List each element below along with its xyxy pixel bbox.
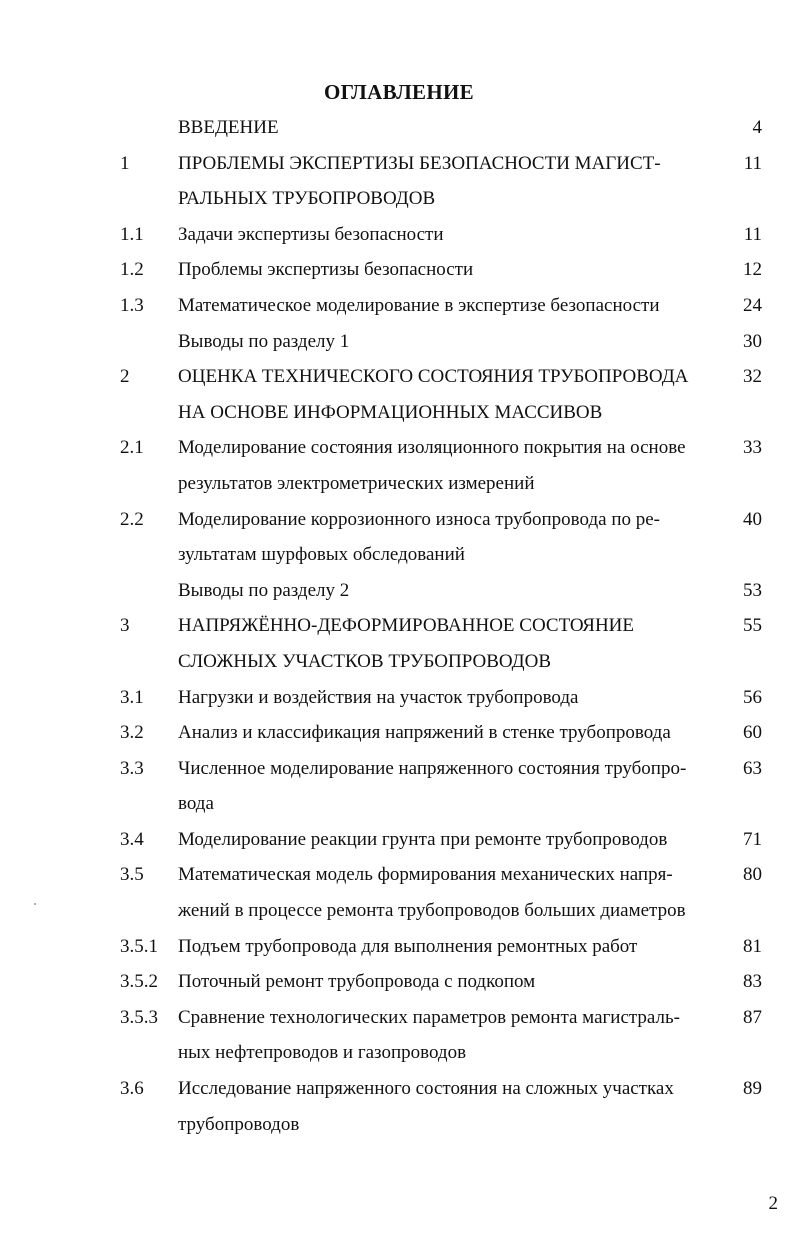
toc-entry — [0, 680, 798, 716]
toc-entry-line — [0, 430, 798, 466]
toc-entry-title: зультатам шурфовых обследований — [178, 544, 465, 566]
toc-entry — [0, 1000, 798, 1071]
toc-entry-line — [0, 751, 798, 787]
toc-entry — [0, 715, 798, 751]
toc-entry-title: трубопроводов — [178, 1113, 300, 1135]
toc-entry — [0, 857, 798, 928]
toc-entry-page: 63 — [743, 757, 762, 779]
page-title: ОГЛАВЛЕНИЕ — [324, 80, 474, 104]
toc-entry-title: результатов электрометрических измерений — [178, 472, 535, 494]
toc-entry-line — [0, 502, 798, 538]
toc-entry-line — [0, 715, 798, 751]
toc-entry-page: 71 — [743, 828, 762, 850]
toc-entry-page: 80 — [743, 864, 762, 886]
toc-entry-line — [0, 324, 798, 360]
toc-entry-line — [0, 857, 798, 893]
toc-entry-number: 3.5.3 — [120, 1006, 158, 1028]
toc-entry-page: 81 — [743, 935, 762, 957]
toc-entry-page: 40 — [743, 508, 762, 530]
toc-entry-page: 4 — [752, 117, 762, 138]
toc-entry-page: 30 — [743, 330, 762, 352]
toc-entry-title: Проблемы экспертизы безопасности — [178, 259, 474, 281]
toc-entry-line — [0, 288, 798, 324]
toc-entry-page: 33 — [743, 437, 762, 459]
toc-entry-number: 1.1 — [120, 223, 144, 245]
scan-speck — [34, 903, 36, 905]
toc-entry-line — [0, 893, 798, 929]
toc-entry-title: Моделирование состояния изоляционного покрытия на основе — [178, 437, 686, 459]
toc-entry-line — [0, 1000, 798, 1036]
toc-entry — [0, 288, 798, 324]
toc-entry — [0, 359, 798, 430]
toc-entry-title: Численное моделирование напряженного состояния трубопро- — [178, 757, 687, 779]
toc-entry-title: СЛОЖНЫХ УЧАСТКОВ ТРУБОПРОВОДОВ — [178, 650, 552, 672]
toc-entry-title: Выводы по разделу 2 — [178, 579, 350, 601]
toc-entry-page: 53 — [743, 579, 762, 601]
toc-entry — [0, 217, 798, 253]
toc-entry-page: 24 — [743, 294, 762, 316]
toc-entry-line — [0, 181, 798, 217]
toc-entry-title: РАЛЬНЫХ ТРУБОПРОВОДОВ — [178, 188, 436, 210]
toc-entry-number: 3.4 — [120, 828, 144, 850]
toc-entry-number: 2 — [120, 366, 130, 388]
toc-entry-number: 2.2 — [120, 508, 144, 530]
toc-entry-title: Моделирование реакции грунта при ремонте трубопроводов — [178, 828, 668, 850]
toc-entry-title: ПРОБЛЕМЫ ЭКСПЕРТИЗЫ БЕЗОПАСНОСТИ МАГИСТ- — [178, 152, 661, 174]
toc-entry-line — [0, 786, 798, 822]
toc-entry-page: 89 — [743, 1078, 762, 1100]
toc-entry — [0, 252, 798, 288]
toc-entry-line — [0, 680, 798, 716]
toc-entry-line — [0, 964, 798, 1000]
toc-entry-title: ОЦЕНКА ТЕХНИЧЕСКОГО СОСТОЯНИЯ ТРУБОПРОВОДА — [178, 366, 689, 388]
toc-entry-line — [0, 217, 798, 253]
toc-entry-line — [0, 1107, 798, 1143]
toc-entry-number: 3.3 — [120, 757, 144, 779]
toc-entry-line — [0, 929, 798, 965]
toc-entry-line — [0, 537, 798, 573]
toc-entry-number: 3.5 — [120, 864, 144, 886]
toc-entry-title: Нагрузки и воздействия на участок трубопровода — [178, 686, 579, 708]
toc-entry-page: 11 — [743, 152, 762, 174]
toc-entry-title: жений в процессе ремонта трубопроводов больших диаметров — [178, 900, 686, 922]
toc-entry-line — [0, 146, 798, 182]
toc-entry-number: 2.1 — [120, 437, 144, 459]
toc-entry — [0, 430, 798, 501]
toc-entry-title: ных нефтепроводов и газопроводов — [178, 1042, 467, 1064]
toc-entry-title: НА ОСНОВЕ ИНФОРМАЦИОННЫХ МАССИВОВ — [178, 401, 603, 423]
toc-entry-title: вода — [178, 793, 214, 815]
toc-entry-line — [0, 252, 798, 288]
toc-entry — [0, 751, 798, 822]
toc-entry — [0, 822, 798, 858]
toc-entry — [0, 608, 798, 679]
toc-entry-title: Сравнение технологических параметров ремонта магистраль- — [178, 1006, 681, 1028]
toc-entry-number: 3.5.2 — [120, 971, 158, 993]
toc-entry-page: 56 — [743, 686, 762, 708]
toc-entry — [0, 1071, 798, 1142]
toc-entry-title: Подъем трубопровода для выполнения ремонтных работ — [178, 935, 638, 957]
toc-entry-page: 11 — [743, 223, 762, 245]
toc-entry-line — [0, 466, 798, 502]
toc-entry-line — [0, 608, 798, 644]
toc-entry-page: 32 — [743, 366, 762, 388]
toc-entry — [0, 964, 798, 1000]
toc-entry — [0, 324, 798, 360]
toc-entry-line — [0, 1071, 798, 1107]
toc-entry-page: 83 — [743, 971, 762, 993]
toc-entry-number: 3 — [120, 615, 130, 637]
toc-entry-title: Выводы по разделу 1 — [178, 330, 350, 352]
toc-entry-page: 60 — [743, 722, 762, 744]
footer-page-number: 2 — [768, 1193, 778, 1214]
toc-entry-line — [0, 573, 798, 609]
toc-entry-number: 3.6 — [120, 1078, 144, 1100]
toc-entry-page: 12 — [743, 259, 762, 281]
toc-entry-number: 3.1 — [120, 686, 144, 708]
toc-entry-page: 55 — [743, 615, 762, 637]
toc-entry-title: Моделирование коррозионного износа трубопровода по ре- — [178, 508, 660, 530]
toc-entry-title: ВВЕДЕНИЕ — [178, 117, 279, 138]
toc-entry-number: 1.3 — [120, 294, 144, 316]
toc-entry — [0, 573, 798, 609]
toc-entry-title: Математическая модель формирования механических напря- — [178, 864, 673, 886]
toc-entry — [0, 502, 798, 573]
toc-entry-line — [0, 644, 798, 680]
toc-entry-number: 1.2 — [120, 259, 144, 281]
toc-entry-page: 87 — [743, 1006, 762, 1028]
toc-entry-line — [0, 822, 798, 858]
toc-entry-line — [0, 110, 798, 146]
toc-entry-number: 1 — [120, 152, 130, 174]
toc-entry-number: 3.5.1 — [120, 935, 158, 957]
table-of-contents — [0, 110, 798, 1142]
toc-entry-title: Анализ и классификация напряжений в стенке трубопровода — [178, 722, 671, 744]
toc-entry — [0, 146, 798, 217]
toc-entry-title: Исследование напряженного состояния на сложных участках — [178, 1078, 674, 1100]
toc-entry-title: Математическое моделирование в экспертизе безопасности — [178, 294, 660, 316]
toc-entry — [0, 929, 798, 965]
toc-entry-line — [0, 1035, 798, 1071]
toc-entry — [0, 110, 798, 146]
toc-entry-line — [0, 359, 798, 395]
toc-entry-title: НАПРЯЖЁННО-ДЕФОРМИРОВАННОЕ СОСТОЯНИЕ — [178, 615, 635, 637]
toc-entry-title: Поточный ремонт трубопровода с подкопом — [178, 971, 536, 993]
toc-entry-number: 3.2 — [120, 722, 144, 744]
toc-entry-line — [0, 395, 798, 431]
toc-entry-title: Задачи экспертизы безопасности — [178, 223, 444, 245]
